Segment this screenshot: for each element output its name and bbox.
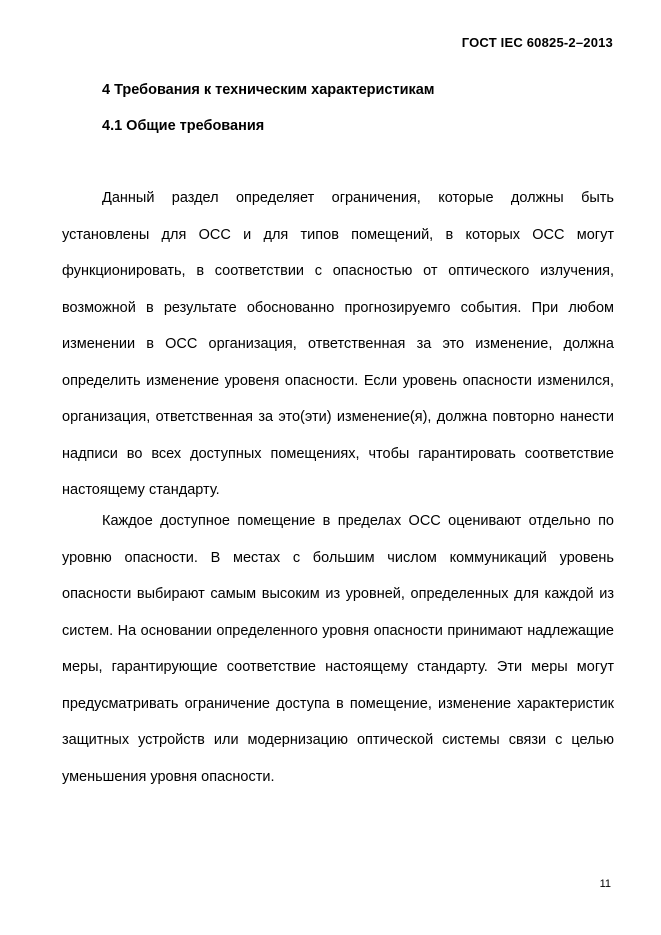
subsection-heading: 4.1 Общие требования [102, 118, 265, 134]
body-paragraph-1: Данный раздел определяет ограничения, которые должны быть установлены для ОСС и для типов помещений, в которых ОСС могут функционировать, в соответствии с опасностью от оптического излучения, возможной в результате обоснованно прогнозируемго события. При любом изменении в ОСС организация, ответственная за это изменение, должна определить изменение уровеня опасности. Если уровень опасности изменился, организация, ответственная за это(эти) изменение(я), должна повторно нанести надписи во всех доступных помещениях, чтобы гарантировать соответствие настоящему стандарту. [62, 190, 614, 498]
document-standard-id: ГОСТ IEC 60825-2–2013 [461, 35, 613, 50]
body-paragraph-2: Каждое доступное помещение в пределах ОСС оценивают отдельно по уровню опасности. В местах с большим числом коммуникаций уровень опасности выбирают самым высоким из уровней, определенных для каждой из систем. На основании определенного уровня опасности принимают надлежащие меры, гарантирующие соответствие настоящему стандарту. Эти меры могут предусматривать ограничение доступа в помещение, изменение характеристик защитных устройств или модернизацию оптической системы связи с целью уменьшения уровня опасности. [62, 513, 614, 785]
section-heading: 4 Требования к техническим характеристикам [102, 82, 435, 98]
page-number: 11 [599, 878, 611, 890]
